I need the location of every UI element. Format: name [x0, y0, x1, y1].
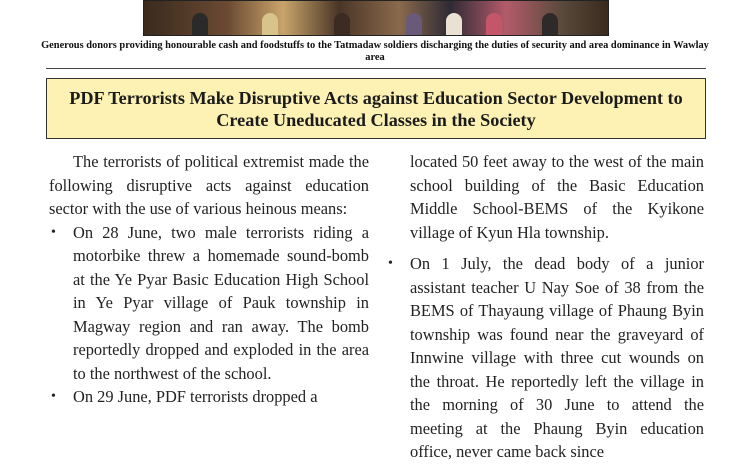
- list-item: [49, 221, 369, 386]
- intro-paragraph: The terrorists of political extremist made the following disruptive acts against education sector with the use of various heinous means:: [49, 152, 369, 218]
- article-headline: PDF Terrorists Make Disruptive Acts against Education Sector Development to Create Uneducated Classes in the Society: [69, 87, 683, 130]
- left-bullet-list: [49, 221, 369, 409]
- photo-caption: Generous donors providing honourable cash and foodstuffs to the Tatmadaw soldiers discharging the duties of security and area dominance in Wawlay area: [41, 40, 709, 63]
- donors-photo: [143, 0, 609, 36]
- bullet-icon: •: [51, 224, 56, 240]
- list-item: [49, 385, 369, 409]
- bullet-text: On 1 July, the dead body of a junior assistant teacher U Nay Soe of 38 from the BEMS of Thayaung village of Phaung Byin township was found near the graveyard of Innwine village with three cut wounds on the throat. He reportedly left the village in the morning of 30 June to attend the meeting at the Phaung Byin education office, never came back since: [410, 254, 704, 461]
- right-bullet-list: [386, 252, 704, 464]
- continued-paragraph: located 50 feet away to the west of the main school building of the Basic Education Middle School-BEMS of the Kyikone village of Kyun Hla township.: [410, 152, 704, 242]
- bullet-text: On 28 June, two male terrorists riding a motorbike threw a homemade sound-bomb at the Ye Pyar Basic Education High School in Ye Pyar village of Pauk township in Magway region and ran away. The bomb reportedly dropped and exploded in the area to the northwest of the school.: [73, 222, 369, 383]
- bullet-text: On 29 June, PDF terrorists dropped a: [73, 387, 318, 406]
- list-item: [386, 252, 704, 464]
- bullet-icon: •: [388, 256, 393, 271]
- bullet-icon: •: [51, 389, 56, 404]
- headline-box: [46, 78, 706, 139]
- right-column: [386, 150, 704, 464]
- left-column: [49, 150, 369, 409]
- section-divider: [46, 68, 706, 69]
